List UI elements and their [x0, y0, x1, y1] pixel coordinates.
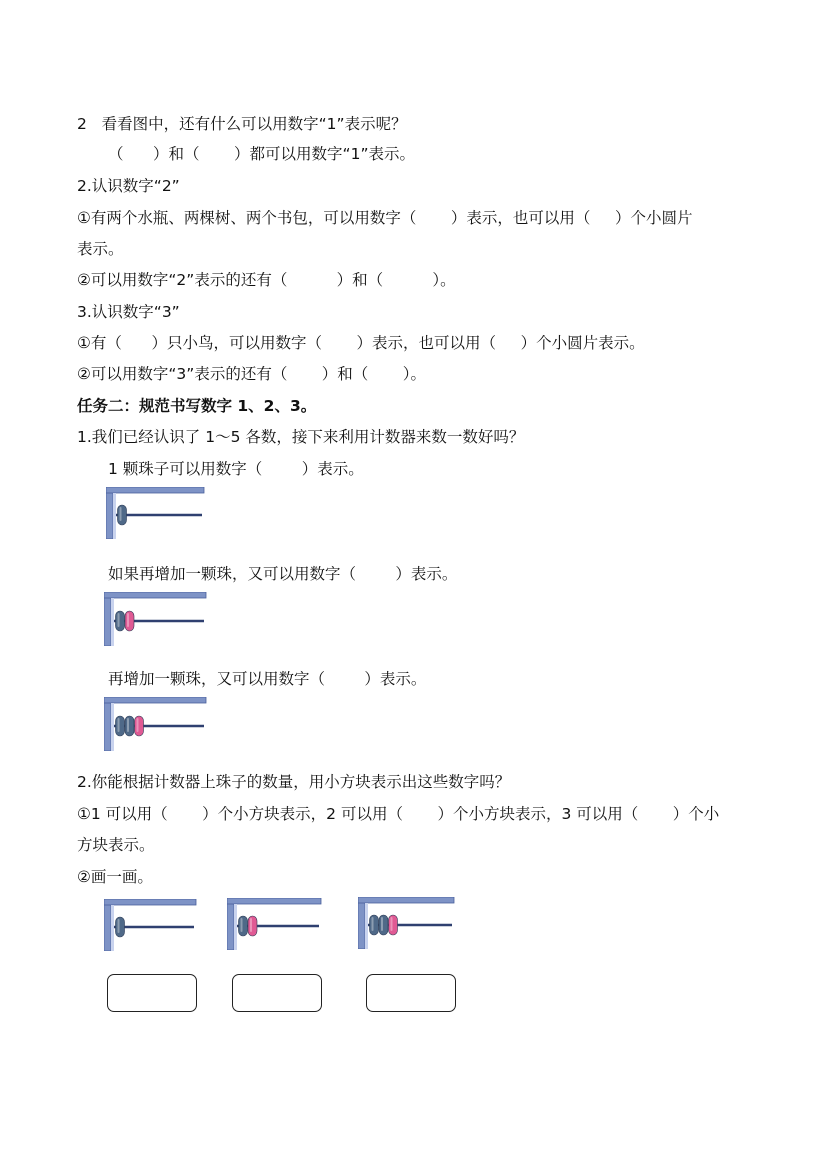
abacus-bead — [370, 915, 379, 935]
abacus-bead — [379, 915, 388, 935]
abacus-question-2: 2.你能根据计数器上珠子的数量，用小方块表示出这些数字吗？ — [77, 773, 511, 791]
abacus-frame-post — [104, 697, 111, 751]
abacus-frame-top — [358, 897, 454, 903]
abacus-bead — [125, 611, 134, 631]
squares-item-1-continued: 方块表示。 — [77, 836, 155, 854]
draw-it-prompt: ②画一画。 — [77, 868, 153, 886]
abacus-small-two-beads — [227, 898, 323, 950]
abacus-frame-post — [358, 897, 365, 949]
abacus-frame-top — [104, 592, 206, 598]
abacus-bead-highlight — [127, 718, 129, 732]
abacus-small-three-beads — [358, 897, 456, 949]
two-bead-prompt: 如果再增加一颗珠，又可以用数字（ ）表示。 — [108, 565, 458, 583]
abacus-question-1: 1.我们已经认识了 1～5 各数，接下来利用计数器来数一数好吗？ — [77, 428, 525, 446]
abacus-bead — [125, 716, 134, 736]
question-2-blank-line: （ ）和（ ）都可以用数字“1”表示。 — [108, 145, 415, 163]
abacus-bead — [116, 716, 125, 736]
abacus-frame-top — [104, 899, 196, 905]
abacus-frame-post — [104, 592, 111, 646]
abacus-bead-highlight — [381, 917, 383, 931]
abacus-bead-highlight — [241, 918, 243, 932]
one-bead-prompt: 1 颗珠子可以用数字（ ）表示。 — [108, 460, 364, 478]
abacus-frame-post — [104, 899, 111, 951]
abacus-frame-shade — [111, 905, 114, 951]
abacus-bead — [239, 916, 248, 936]
abacus-frame-shade — [111, 703, 114, 751]
abacus-bead-highlight — [127, 613, 129, 627]
abacus-bead — [116, 917, 125, 937]
drawing-box-1[interactable] — [107, 974, 197, 1012]
number-3-item-2: ②可以用数字“3”表示的还有（ ）和（ ）。 — [77, 365, 427, 383]
abacus-three-beads — [104, 697, 208, 751]
abacus-frame-shade — [234, 904, 237, 950]
abacus-frame-shade — [111, 598, 114, 646]
abacus-bead-highlight — [372, 917, 374, 931]
abacus-bead-highlight — [118, 919, 120, 933]
three-bead-prompt: 再增加一颗珠，又可以用数字（ ）表示。 — [108, 670, 427, 688]
abacus-frame-top — [227, 898, 321, 904]
drawing-box-3[interactable] — [366, 974, 456, 1012]
abacus-frame-shade — [365, 903, 368, 949]
abacus-bead-highlight — [118, 613, 120, 627]
section-number-3-heading: 3.认识数字“3” — [77, 303, 180, 321]
section-number-2-heading: 2.认识数字“2” — [77, 177, 180, 195]
abacus-frame-post — [106, 487, 113, 539]
abacus-small-one-bead — [104, 899, 198, 951]
abacus-one-bead — [106, 487, 206, 539]
abacus-bead — [118, 505, 127, 525]
abacus-frame-top — [106, 487, 204, 493]
abacus-bead-highlight — [120, 507, 122, 521]
squares-item-1: ①1 可以用（ ）个小方块表示，2 可以用（ ）个小方块表示，3 可以用（ ）个小 — [77, 805, 720, 823]
number-2-item-1-continued: 表示。 — [77, 240, 124, 258]
abacus-bead — [116, 611, 125, 631]
number-2-item-1: ①有两个水瓶、两棵树、两个书包，可以用数字（ ）表示，也可以用（ ）个小圆片 — [77, 209, 693, 227]
question-2-prompt: 2 看看图中，还有什么可以用数字“1”表示呢？ — [77, 115, 407, 133]
abacus-bead — [389, 915, 398, 935]
task-2-heading: 任务二：规范书写数字 1、2、3。 — [77, 397, 317, 415]
abacus-frame-top — [104, 697, 206, 703]
abacus-two-beads — [104, 592, 208, 646]
abacus-bead-highlight — [391, 917, 393, 931]
drawing-box-2[interactable] — [232, 974, 322, 1012]
abacus-bead-highlight — [118, 718, 120, 732]
abacus-frame-shade — [113, 493, 116, 539]
number-2-item-2: ②可以用数字“2”表示的还有（ ）和（ ）。 — [77, 271, 456, 289]
abacus-bead-highlight — [250, 918, 252, 932]
abacus-bead-highlight — [137, 718, 139, 732]
abacus-frame-post — [227, 898, 234, 950]
abacus-bead — [248, 916, 257, 936]
number-3-item-1: ①有（ ）只小鸟，可以用数字（ ）表示，也可以用（ ）个小圆片表示。 — [77, 334, 645, 352]
abacus-bead — [135, 716, 144, 736]
